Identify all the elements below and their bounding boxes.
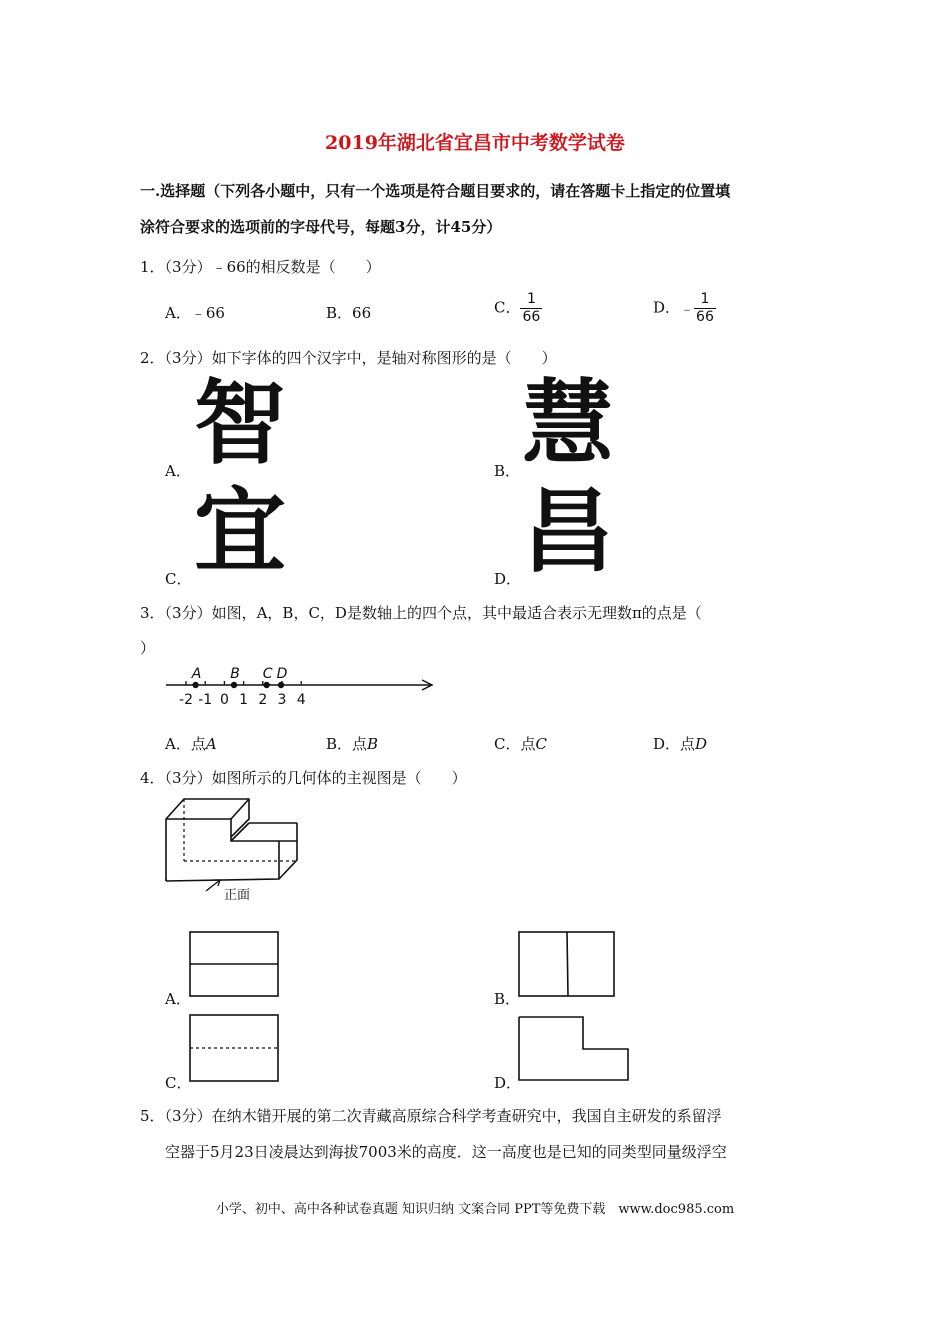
char-zhi-image: 智 <box>194 370 287 477</box>
question-1-stem: 1．（3分）﹣66的相反数是（ ） <box>140 258 381 276</box>
q4-option-b-figure <box>517 930 617 998</box>
q2-option-c: C． <box>165 570 192 588</box>
point-a <box>192 682 198 688</box>
solid-figure-diagram <box>160 795 310 910</box>
q3-option-c <box>494 733 547 754</box>
q3-option-b-var: B <box>367 735 379 753</box>
q3-option-d-text: D．点 <box>653 735 696 753</box>
axis-tick-label: 3 <box>277 692 287 708</box>
q1-option-b: B．66 <box>326 304 372 322</box>
question-3-stem-line2: ） <box>140 639 156 657</box>
question-3-stem-line1: 3．（3分）如图，A，B，C，D是数轴上的四个点，其中最适合表示无理数π的点是（ <box>140 604 702 622</box>
fraction <box>520 291 542 326</box>
point-c <box>263 682 269 688</box>
fraction <box>694 291 716 326</box>
point-label-a: A <box>191 666 202 682</box>
q3-option-b-text: B．点 <box>326 735 368 753</box>
q3-option-d-var: D <box>695 735 708 753</box>
q3-option-d <box>653 733 707 754</box>
axis-tick-label: 1 <box>239 692 249 708</box>
q3-option-c-var: C <box>535 735 547 753</box>
denominator: 66 <box>696 309 714 325</box>
axis-tick-label: 4 <box>296 692 306 708</box>
q3-option-a <box>165 733 217 754</box>
q3-option-c-text: C．点 <box>494 735 536 753</box>
question-2-stem: 2．（3分）如下字体的四个汉字中，是轴对称图形的是（ ） <box>140 349 557 367</box>
q1-option-d <box>653 291 716 326</box>
point-label-c: C <box>262 666 273 682</box>
axis-tick-label: 2 <box>258 692 268 708</box>
q1-option-c-label: C． <box>494 298 521 317</box>
axis-tick-label: -2 <box>179 692 193 708</box>
section-heading-line1: 一.选择题（下列各小题中，只有一个选项是符合题目要求的，请在答题卡上指定的位置填 <box>140 182 731 200</box>
q3-option-a-text: A．点 <box>165 735 206 753</box>
q4-option-a: A． <box>165 990 191 1008</box>
question-5-line2: 空器于5月23日凌晨达到海拔7003米的高度．这一高度也是已知的同类型同量级浮空 <box>165 1143 727 1161</box>
q1-option-a: A．﹣66 <box>165 304 225 322</box>
minus-sign: ﹣ <box>680 301 695 318</box>
q3-option-a-var: A <box>205 735 217 753</box>
point-label-b: B <box>230 666 240 682</box>
q2-option-d: D． <box>494 570 522 588</box>
char-hui-image: 慧 <box>522 370 615 477</box>
char-yi-image: 宜 <box>194 478 287 585</box>
number-line-diagram <box>160 660 450 710</box>
point-label-d: D <box>276 666 288 682</box>
page-title: 2019年湖北省宜昌市中考数学试卷 <box>325 132 625 154</box>
front-label: 正面 <box>224 888 251 903</box>
numerator: 1 <box>520 291 542 309</box>
q4-option-c-figure <box>188 1013 282 1083</box>
denominator: 66 <box>522 309 541 325</box>
point-d <box>278 682 284 688</box>
numerator: 1 <box>694 291 716 309</box>
section-heading <box>140 173 820 245</box>
axis-tick-label: 0 <box>219 692 229 708</box>
question-5-line1: 5．（3分）在纳木错开展的第二次青藏高原综合科学考查研究中，我国自主研发的系留浮 <box>140 1107 722 1125</box>
q4-option-a-figure <box>188 930 282 998</box>
point-b <box>231 682 237 688</box>
footer-note: 小学、初中、高中各种试卷真题 知识归纳 文案合同 PPT等免费下载 www.doc985.com <box>215 1202 735 1217</box>
char-chang-image: 昌 <box>522 478 615 585</box>
q4-option-b: B． <box>494 990 521 1008</box>
q2-option-a: A． <box>165 462 191 480</box>
q4-option-c: C． <box>165 1074 192 1092</box>
axis-tick-label: -1 <box>198 692 213 708</box>
section-heading-line2: 涂符合要求的选项前的字母代号，每题3分，计45分） <box>140 218 502 236</box>
q4-option-d-figure <box>517 1013 633 1083</box>
question-4-stem: 4．（3分）如图所示的几何体的主视图是（ ） <box>140 769 467 787</box>
q1-option-c <box>494 291 542 326</box>
q3-option-b <box>326 733 378 754</box>
q4-option-d: D． <box>494 1074 522 1092</box>
q2-option-b: B． <box>494 462 521 480</box>
q1-option-d-label: D． <box>653 298 681 317</box>
